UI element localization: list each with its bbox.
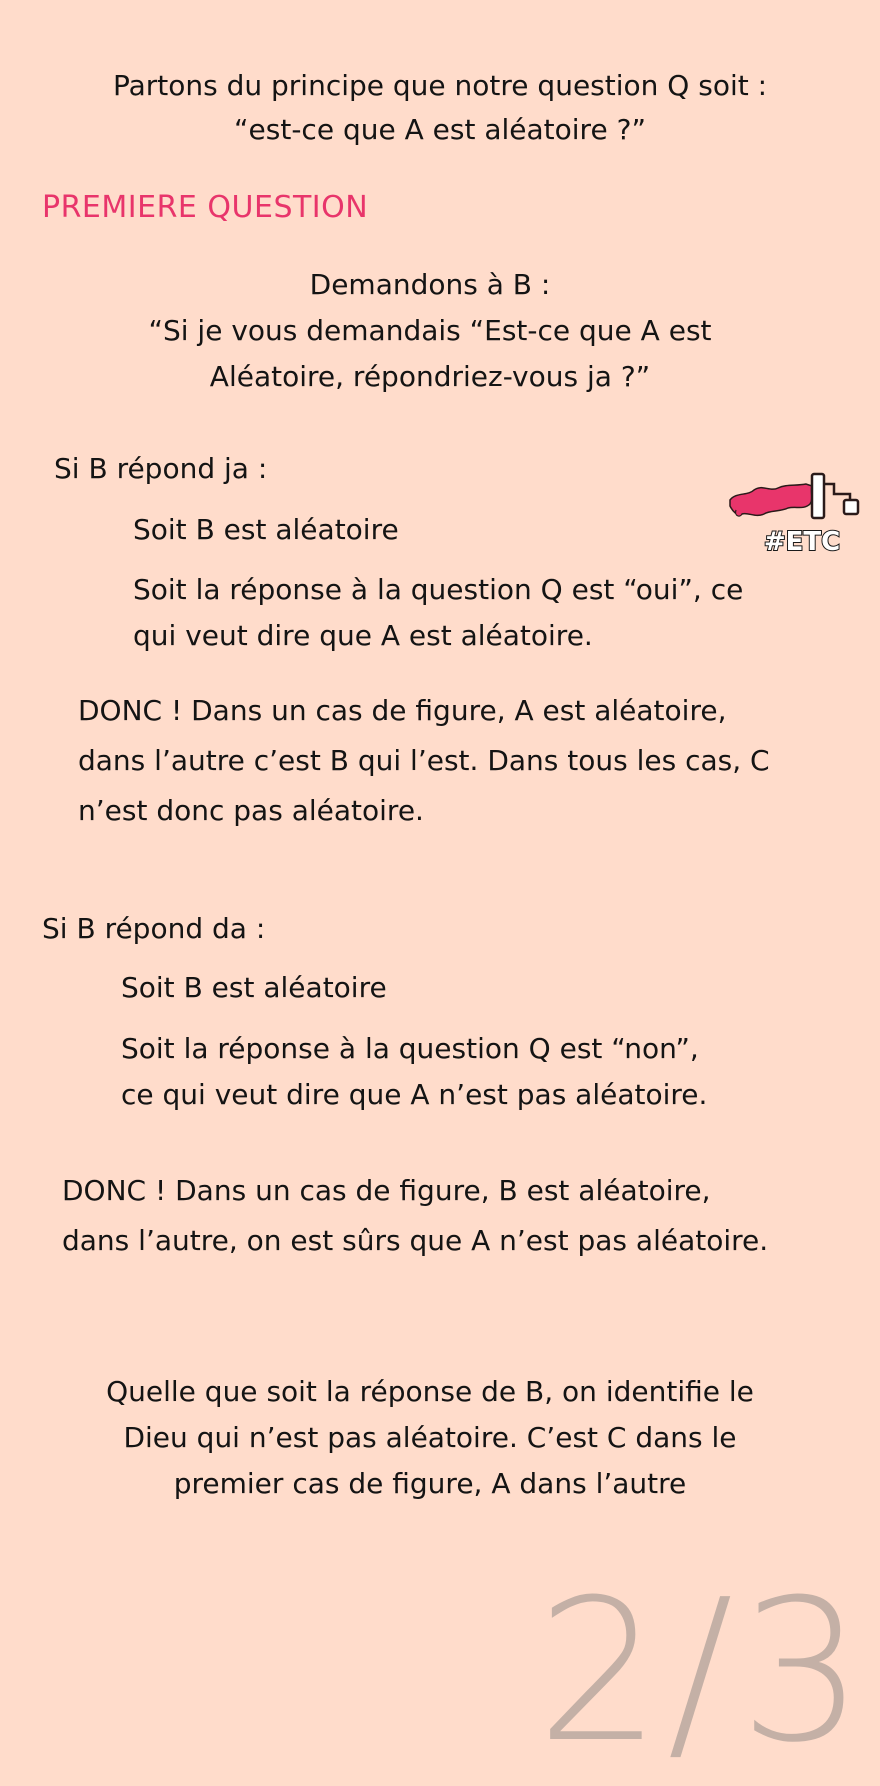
case-da-conclusion	[62, 1166, 862, 1266]
logo-text: #ETC	[763, 527, 841, 557]
case-da-option-1: Soit B est aléatoire	[121, 971, 387, 1004]
conclusion-line: n’est donc pas aléatoire.	[78, 794, 424, 827]
page-number: 2/3	[536, 1558, 870, 1786]
option-line: Soit la réponse à la question Q est “oui”, ce	[133, 573, 744, 606]
etc-logo-icon	[726, 470, 874, 560]
logo-roller	[812, 474, 824, 518]
option-line: Soit la réponse à la question Q est “non”,	[121, 1032, 699, 1065]
intro-text	[60, 64, 820, 152]
case-da-option-2	[121, 1026, 801, 1118]
case-da-heading: Si B répond da :	[42, 912, 266, 945]
question-to-b	[100, 262, 760, 400]
final-line: Quelle que soit la réponse de B, on identifie le	[106, 1375, 754, 1408]
intro-line: “est-ce que A est aléatoire ?”	[234, 113, 646, 146]
intro-line: Partons du principe que notre question Q soit :	[112, 69, 768, 102]
conclusion-line: dans l’autre, on est sûrs que A n’est pas aléatoire.	[62, 1224, 769, 1257]
option-line: ce qui veut dire que A n’est pas aléatoire.	[121, 1078, 708, 1111]
question-line: Aléatoire, répondriez-vous ja ?”	[209, 360, 651, 393]
etc-logo	[726, 470, 874, 560]
conclusion-line: dans l’autre c’est B qui l’est. Dans tous les cas, C	[78, 744, 770, 777]
logo-roller-grip	[844, 500, 858, 514]
final-conclusion	[60, 1369, 800, 1507]
final-line: premier cas de figure, A dans l’autre	[173, 1467, 687, 1500]
question-line: Demandons à B :	[309, 268, 551, 301]
case-ja-heading: Si B répond ja :	[54, 452, 268, 485]
final-line: Dieu qui n’est pas aléatoire. C’est C dans le	[123, 1421, 737, 1454]
conclusion-line: DONC ! Dans un cas de figure, B est aléatoire,	[62, 1174, 711, 1207]
logo-splash	[730, 484, 812, 515]
conclusion-line: DONC ! Dans un cas de figure, A est aléatoire,	[78, 694, 727, 727]
option-line: qui veut dire que A est aléatoire.	[133, 619, 593, 652]
section-title: PREMIERE QUESTION	[42, 190, 369, 225]
case-ja-option-1: Soit B est aléatoire	[133, 513, 399, 546]
case-ja-conclusion	[78, 686, 858, 836]
case-ja-option-2	[133, 567, 813, 659]
question-line: “Si je vous demandais “Est-ce que A est	[148, 314, 712, 347]
